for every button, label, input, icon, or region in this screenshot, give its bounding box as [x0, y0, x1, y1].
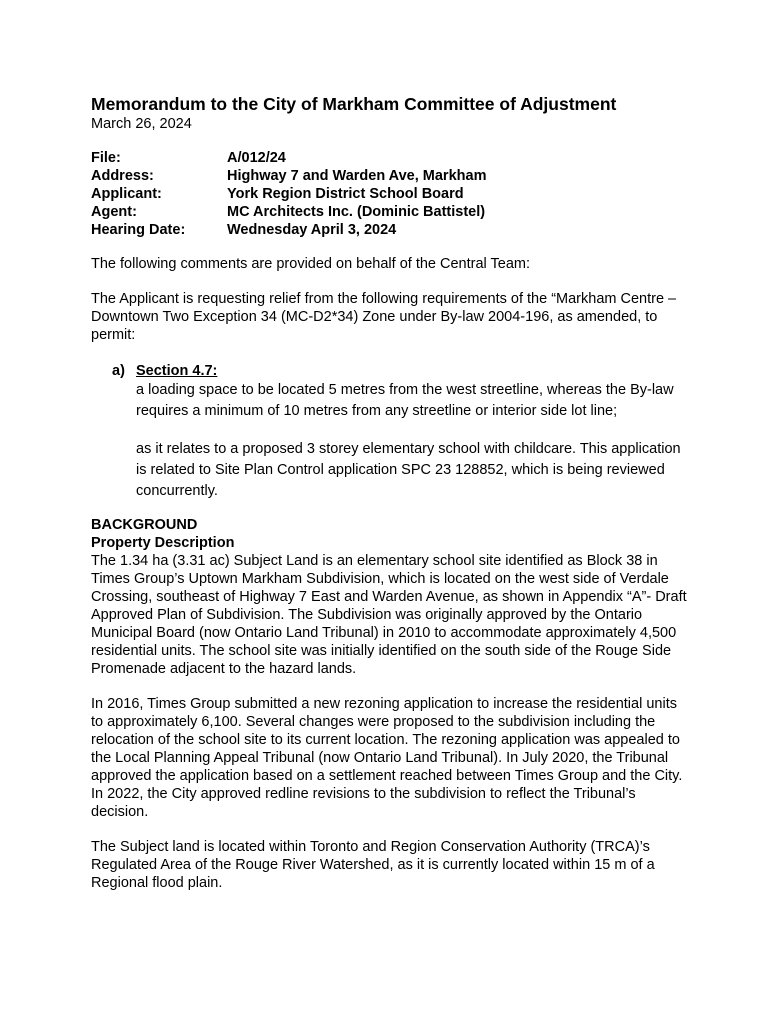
- detail-label: Hearing Date:: [91, 222, 186, 238]
- detail-value: York Region District School Board: [227, 186, 464, 202]
- background-paragraph-3: The Subject land is located within Toronto and Region Conservation Authority (TRCA)’s Regulated Area of the Rouge River Watershed, as it is currently located within 15 m of a Regional flood plain.: [91, 839, 655, 891]
- file-details: [91, 149, 691, 239]
- detail-label: Address:: [91, 168, 154, 184]
- section-context-text: as it relates to a proposed 3 storey elementary school with childcare. This application is related to Site Plan Control application SPC 23 128852, which is being reviewed concurrently.: [136, 441, 681, 499]
- list-marker: a): [112, 363, 125, 379]
- detail-row-file: [91, 149, 691, 167]
- memo-page: [91, 94, 691, 892]
- detail-label: Agent:: [91, 204, 137, 220]
- detail-label: File:: [91, 150, 121, 166]
- memo-date: March 26, 2024: [91, 116, 192, 132]
- detail-row-address: [91, 167, 691, 185]
- detail-value: MC Architects Inc. (Dominic Battistel): [227, 204, 486, 220]
- memo-title: Memorandum to the City of Markham Committee of Adjustment: [91, 94, 617, 114]
- detail-label: Applicant:: [91, 186, 162, 202]
- detail-value: A/012/24: [227, 150, 286, 166]
- section-heading: Section 4.7:: [136, 363, 218, 379]
- detail-row-agent: [91, 203, 691, 221]
- background-paragraph-1: The 1.34 ha (3.31 ac) Subject Land is an elementary school site identified as Block 38 in Times Group’s Uptown Markham Subdivision, which is located on the west side of Verdale Crossing, southeast of Highway 7 East and Warden Avenue, as shown in Appendix “A”- Draft Approved Plan of Subdivision. The Subdivision was originally approved by the Ontario Municipal Board (now Ontario Land Tribunal) in 2010 to accommodate approximately 4,500 residential units. The school site was initially identified on the south side of the Rouge Side Promenade adjacent to the hazard lands.: [91, 553, 687, 677]
- section-relief-text: a loading space to be located 5 metres from the west streetline, whereas the By-law requires a minimum of 10 metres from any streetline or interior side lot line;: [136, 382, 674, 419]
- background-heading: BACKGROUND: [91, 517, 198, 533]
- detail-value: Wednesday April 3, 2024: [227, 222, 397, 238]
- detail-row-applicant: [91, 185, 691, 203]
- detail-value: Highway 7 and Warden Ave, Markham: [227, 168, 487, 184]
- property-description-heading: Property Description: [91, 535, 235, 551]
- request-paragraph: The Applicant is requesting relief from the following requirements of the “Markham Centre – Downtown Two Exception 34 (MC-D2*34) Zone under By-law 2004-196, as amended, to permit:: [91, 291, 677, 343]
- background-paragraph-2: In 2016, Times Group submitted a new rezoning application to increase the residential units to approximately 6,100. Several changes were proposed to the subdivision including the relocation of the school site to its current location. The rezoning application was appealed to the Local Planning Appeal Tribunal (now Ontario Land Tribunal). In July 2020, the Tribunal approved the application based on a settlement reached between Times Group and the City. In 2022, the City approved redline revisions to the subdivision to reflect the Tribunal’s decision.: [91, 696, 683, 820]
- detail-row-hearing-date: [91, 221, 691, 239]
- section-a-item: [91, 362, 691, 502]
- intro-paragraph: The following comments are provided on behalf of the Central Team:: [91, 256, 531, 272]
